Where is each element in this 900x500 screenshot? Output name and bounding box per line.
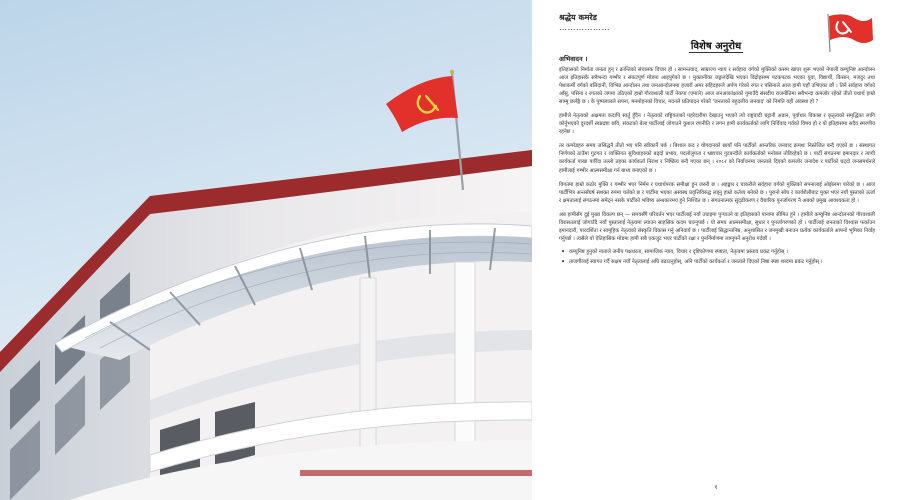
salutation: श्रद्धेय कमरेड	[559, 13, 597, 22]
paragraph: तर कमरेडहरु समय जसिद्धनै तीतो भए पनि स्वीकार्नै पर्छ । बिशाल कद र योगदानको छायाँ पनि पार्टीको आन्तरिक जनवाद क्रमशः निस्तेजित बन्दै गएको छ । संस्थागत निर्णयको ठाउँमा गुटगत र व्यक्तिगत सुविधाहरुको बढ्दो प्रभाव, पदलोलुपता र भ्रष्टाचार गुटबन्दीले कार्यकर्ताको मनोबल तोडिरहेको छ । पार्टी संगठनमा इमानदार र त्यागी कार्यकर्ता पाखा पारिँदा तल्लो तहका कार्यकर्ता निराश र निष्क्रिय बन्दै गएका छन् । २०८२ को निर्वाचनमा जनताले दिएको कमजोर जनादेश र पार्टीको घट्दो जनसमर्थनले हामीलाई गम्भीर आत्मसमीक्षा गर्न बाध्य बनाएको छ ।	[559, 143, 875, 174]
letter-document	[532, 0, 900, 500]
paragraph: अब हामीसँग दुई मुख्य विकल्प छन् — समयसँगै परिवर्तन भएर पार्टीलाई नयाँ उचाइमा पुर्‍याउने वा इतिहासको पानामा सीमित हुने । हामीले कम्युनिष्ट आन्दोलनको गौरवशाली विरासतलाई जोगाउँदै नयाँ पुस्तालाई नेतृत्वमा ल्याउन साहसिक कदम चाल्नुपर्छ । यो समय आत्मसमीक्षा, सुधार र पुनर्जागरणको हो । पार्टीलाई जनताको विश्वास फर्काउन इमानदारी, पारदर्शिता र सामूहिक नेतृत्वको संस्कृति विकास गर्नु अनिवार्य छ । पार्टीलाई सिद्धान्तनिष्ठ, अनुशासित र जनमुखी बनाउन प्रत्येक कार्यकर्ताले आफ्नो भूमिका निर्वाह गर्नुपर्छ । त्यसैले यो ऐतिहासिक मोडमा हामी सबै एकजुट भएर पार्टीको रक्षा र पुनर्निर्माणमा लाग्नुपर्ने अनुरोध गर्दछौं ।	[559, 211, 875, 242]
paragraph: हामीले नेतृत्वको अक्षमता कदापि स्वर्तु हुँदैन । नेतृत्वको राष्ट्रियताको पहरेदारीमा देखाउनु भएको त्यो राष्ट्रवादी चट्टानी अडान, पूर्वाधार विकास र कृतृत्वको समृद्धिका लागि कोर्नुभएको दूरदर्शी स्वप्नद्रष्टा छवि, संकटको बेला पार्टीलाई जोगाउने कुशल रणनीति र लगन हामी कार्यकर्ताको लागि निर्विवाद गर्वको विषय हो र यो इतिहासमा सदैव स्मरणीय रहनेछ ।	[559, 113, 875, 136]
list-item: • ताजगीलाई स्वागत गर्दै सक्षम नयाँ नेतृत्वलाई अघि बढाउनुहोस्, अनि पार्टीको कार्यकर्ता र जनताले दिएको निष्ठा स्पष्ट शब्दमा प्रकट गर्नुहोस् ।	[559, 258, 875, 266]
list-item: • कम्युनिष्ट हुनुको नाताले जनीय पक्षधरता, सामाजिक न्याय, विचार र दृष्टिकोणमा स्पष्टता, नेतृत्वमा प्रस्ताव प्रकट गर्नुहोस् ।	[559, 248, 875, 256]
page-number: १	[714, 484, 718, 491]
paragraph: विगतमा हाम्रो कठोर मुक्ति र गम्भीर भएर निर्मम र यथार्थपरक समीक्षा हुन जरुरी छ । अहङ्कार र चाकरीले सर्वहारा वर्गको मुक्तिको सपनालाई ओझेलमा पारेको छ । आज पार्टीभित्र अन्तर्संघर्ष सशक्त रुपमा चलेको छ र पार्टीमा भएका अस्वस्थ प्रवृत्तिविरुद्ध लड्नु हाम्रो कर्तव्य बनेको छ । पुरानो सोच र कार्यशैलीबाट मुक्त भएर नयाँ पुस्ताको ऊर्जा र क्षमतालाई संगठनमा समेट्न नसके पार्टीको भविष्य अन्धकारमय हुने निश्चित छ । संगठनात्मक सुदृढीकरण र वैचारिक पुनर्जागरण नै अबको प्रमुख आवश्यकता हो ।	[559, 181, 875, 204]
document-title: विशेष अनुरोध	[690, 41, 742, 52]
letter-body	[559, 66, 875, 268]
paragraph: इतिहासको निर्माता जनता हुन् र क्रान्तिको संचालक विचार हो । सामन्तवाद, साम्राज्य न्याय र सर्वहारा वर्गको मुक्तिको कसम खाएर शुरू भएको नेपाली कम्युनिष्ट आन्दोलन आज इतिहासकै सबैभन्दा गम्भीर र संकटपूर्ण मोडमा आइपुगेको छ । मुक्तानीका जङ्गलदेखि भएका विद्रोहसम्म पटकपटक भएका युवा, विद्यार्थी, किसान, मजदुर तथा पेशाकर्मी वर्गको बलिदानी, विभिन्न आन्दोलन तथा जनआन्दोलनमा हजारौं अमर सहिदहरुले अर्पण गरेको रगत र पसिनाले आज हामी यहाँ उभिएका छौं । तिनै सर्वहारा वर्गको आँसु, पसिना र रगतको जगमा उठिएको हाम्रो गौरवशाली पार्टी नेकपा (एमाले) आज जनआकांक्षाको गुमाउँदै संसदीय राजनीतिमा सबैभन्दा कमजोर रहेको तीतो यथार्थ हाम्रो साम्मु छर्लङ्गै छ । के पुष्पलालले सपना, मनमोहनको विचार, मदनले प्रतिपादन गरेको 'जनताको बहुदलीय जनवाद' को निमति यही अवस्था हो ?	[559, 67, 875, 106]
recipient-placeholder: ………………	[559, 23, 610, 32]
greeting: अभिवादन ।	[559, 55, 588, 63]
request-list	[559, 248, 875, 266]
